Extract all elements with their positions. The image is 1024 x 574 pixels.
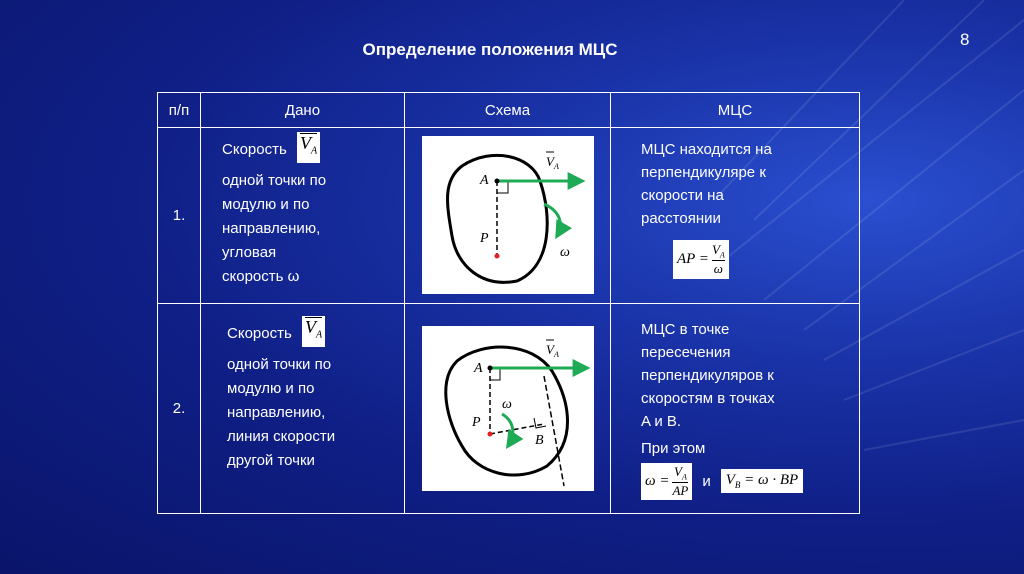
formula-numerator: $V_A$ xyxy=(673,464,687,482)
vector-bar xyxy=(300,133,317,134)
given-line: Скорость xyxy=(222,141,287,158)
given-line: другой точки xyxy=(227,451,315,469)
label-a: A xyxy=(474,361,483,376)
label-a: A xyxy=(480,173,489,188)
given-text xyxy=(201,304,404,473)
header-num: п/п xyxy=(158,93,201,128)
mcs-text xyxy=(611,304,859,460)
velocity-label: $V_A$ xyxy=(546,342,559,359)
given-cell xyxy=(201,304,405,514)
formula-numerator: $V_A$ xyxy=(711,242,725,260)
table-row xyxy=(158,304,860,514)
table-row xyxy=(158,128,860,304)
mcs-text xyxy=(611,128,859,230)
label-p: P xyxy=(480,231,489,246)
mcs-note: При этом xyxy=(641,440,706,457)
velocity-label: $V_A$ xyxy=(546,154,559,171)
given-cell xyxy=(201,128,405,304)
given-line: одной точки по xyxy=(222,171,327,189)
velocity-vector-badge xyxy=(302,316,325,347)
mcs-line: пересечения xyxy=(641,344,731,361)
right-angle-mark-b xyxy=(534,418,546,428)
mcs-line: МЦС находится на xyxy=(641,141,772,158)
mcs-line: скоростям в точках xyxy=(641,390,775,407)
velocity-vector-badge xyxy=(297,132,320,163)
mcs-line: скорости на xyxy=(641,187,724,204)
scheme-diagram-1 xyxy=(422,136,594,294)
vector-subscript: A xyxy=(310,145,318,157)
given-line: линия скорости xyxy=(227,427,336,445)
point-p xyxy=(495,254,500,259)
formula-vb-rhs: = ω · BP xyxy=(744,472,799,489)
scheme-cell xyxy=(405,128,611,304)
vector-letter: V xyxy=(299,133,311,153)
given-line: Скорость xyxy=(227,325,292,342)
given-line: скорость ω xyxy=(222,267,300,285)
vector-letter: V xyxy=(304,317,316,337)
omega-arrow xyxy=(502,414,513,446)
header-mcs: МЦС xyxy=(611,93,860,128)
given-line: модулю и по xyxy=(222,195,310,213)
mcs-cell xyxy=(611,128,860,304)
formula-omega xyxy=(641,463,692,500)
point-a xyxy=(495,179,500,184)
header-scheme: Схема xyxy=(405,93,611,128)
formula-ap xyxy=(673,240,729,279)
given-line: модулю и по xyxy=(227,379,315,397)
mcs-line: перпендикуляров к xyxy=(641,367,774,384)
row-number: 1. xyxy=(158,128,201,304)
given-line: направлению, xyxy=(222,219,321,237)
formula-vb-lhs: V xyxy=(725,472,735,489)
page-title: Определение положения МЦС xyxy=(362,40,618,59)
label-p: P xyxy=(472,415,481,430)
page-number: 8 xyxy=(960,30,970,49)
header-given: Дано xyxy=(201,93,405,128)
formula-denominator: AP xyxy=(672,482,689,498)
given-line: направлению, xyxy=(227,403,326,421)
mcs-table xyxy=(157,92,860,514)
formula-lhs: AP = xyxy=(677,250,709,267)
mcs-line: расстоянии xyxy=(641,210,721,227)
table-header-row xyxy=(158,93,860,128)
mcs-line: перпендикуляре к xyxy=(641,164,766,181)
vector-bar xyxy=(305,317,322,318)
conjunction: и xyxy=(702,472,711,490)
omega-label: ω xyxy=(502,397,512,412)
formula-vb xyxy=(721,469,803,493)
scheme-diagram-2 xyxy=(422,326,594,491)
body-contour xyxy=(448,155,548,282)
scheme-cell xyxy=(405,304,611,514)
formula-lhs: ω = xyxy=(645,472,670,489)
point-p xyxy=(488,432,493,437)
label-b: B xyxy=(535,433,544,448)
mcs-cell xyxy=(611,304,860,514)
mcs-line: A и B. xyxy=(641,413,682,430)
point-a xyxy=(488,366,493,371)
mcs-line: МЦС в точке xyxy=(641,321,730,338)
given-line: угловая xyxy=(222,243,277,261)
given-text xyxy=(201,128,404,289)
given-line: одной точки по xyxy=(227,355,332,373)
vector-subscript: A xyxy=(315,329,323,341)
formula-denominator: ω xyxy=(713,260,723,276)
row-number: 2. xyxy=(158,304,201,514)
omega-label: ω xyxy=(560,245,570,260)
formula-vb-sub: B xyxy=(734,480,741,491)
